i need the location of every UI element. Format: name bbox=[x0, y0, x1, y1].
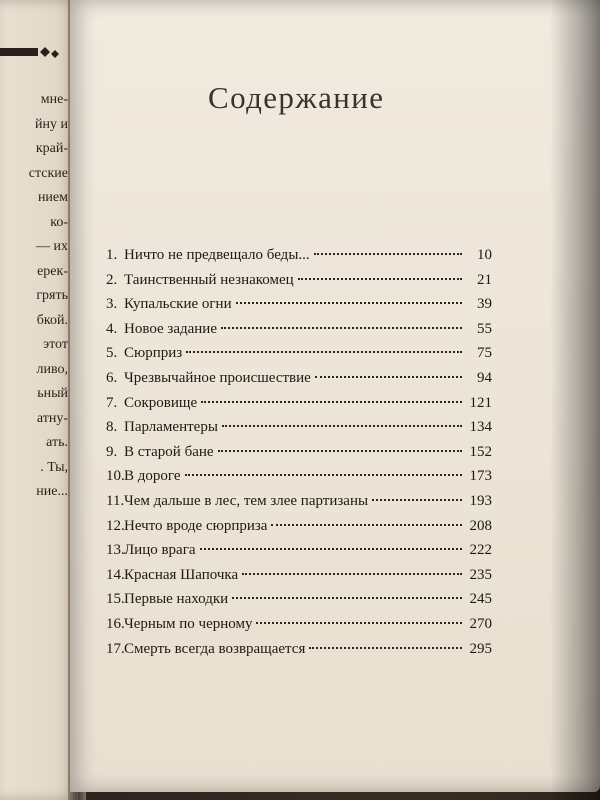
toc-title: Сюрприз bbox=[124, 345, 183, 362]
toc-leader bbox=[232, 597, 462, 599]
toc-leader bbox=[314, 253, 462, 255]
toc-leader bbox=[186, 351, 462, 353]
left-page-line: атну- bbox=[36, 410, 68, 426]
toc-title: Лицо врага bbox=[124, 542, 196, 559]
toc-title: Таинственный незнакомец bbox=[124, 271, 294, 288]
toc-number: 10. bbox=[106, 468, 125, 485]
left-page-line: . Ты, bbox=[40, 459, 68, 475]
toc-leader bbox=[315, 376, 462, 378]
toc-number: 15. bbox=[106, 591, 125, 608]
toc-leader bbox=[236, 302, 462, 304]
toc-entry bbox=[106, 440, 492, 465]
toc-entry bbox=[106, 415, 492, 440]
toc-number: 1. bbox=[106, 247, 118, 263]
left-page-line: мне- bbox=[40, 92, 68, 107]
toc-entry bbox=[106, 341, 492, 366]
toc-page-number: 245 bbox=[469, 591, 492, 608]
left-page-line: ерек- bbox=[37, 263, 68, 279]
toc-page-number: 173 bbox=[469, 468, 492, 485]
toc-number: 3. bbox=[106, 296, 118, 313]
left-page-line: бкой. bbox=[36, 312, 68, 328]
toc-leader bbox=[221, 327, 462, 329]
toc-entry bbox=[106, 268, 492, 293]
toc-number: 14. bbox=[106, 566, 125, 583]
left-page-line: грять bbox=[36, 288, 68, 303]
table-of-contents bbox=[106, 243, 492, 661]
toc-page-number: 208 bbox=[469, 517, 492, 534]
toc-leader bbox=[222, 425, 462, 427]
toc-leader bbox=[185, 474, 463, 476]
toc-entry bbox=[106, 538, 492, 563]
toc-title: В старой бане bbox=[124, 443, 214, 460]
toc-page-number: 222 bbox=[469, 542, 492, 559]
toc-number: 9. bbox=[106, 443, 118, 460]
toc-page-number: 152 bbox=[469, 443, 492, 460]
toc-number: 11. bbox=[106, 492, 125, 509]
left-page-text bbox=[2, 88, 68, 505]
toc-title: Нечто вроде сюрприза bbox=[124, 517, 268, 534]
toc-title: Первые находки bbox=[124, 591, 229, 608]
toc-title: Купальские огни bbox=[124, 296, 232, 313]
left-page-line: ьный bbox=[37, 386, 68, 401]
toc-leader bbox=[271, 524, 462, 526]
toc-entry bbox=[106, 317, 492, 342]
left-page-line: стские bbox=[28, 165, 68, 181]
toc-title: Черным по черному bbox=[124, 615, 253, 632]
toc-leader bbox=[242, 573, 462, 575]
toc-page-number: 235 bbox=[469, 566, 492, 583]
toc-title: Сокровище bbox=[124, 394, 198, 411]
toc-number: 6. bbox=[106, 369, 118, 386]
toc-title: Парламентеры bbox=[124, 419, 218, 436]
toc-entry bbox=[106, 612, 492, 637]
left-page-line: йну и bbox=[35, 116, 68, 132]
toc-page-number: 134 bbox=[469, 419, 492, 436]
toc-title: Красная Шапочка bbox=[124, 566, 239, 583]
toc-entry bbox=[106, 366, 492, 391]
toc-entry bbox=[106, 391, 492, 416]
toc-page-number: 270 bbox=[469, 615, 492, 632]
toc-number: 2. bbox=[106, 271, 118, 288]
toc-page-number: 94 bbox=[477, 369, 492, 386]
toc-number: 13. bbox=[106, 542, 125, 559]
toc-entry bbox=[106, 489, 492, 514]
toc-page-number: 55 bbox=[477, 320, 492, 337]
toc-leader bbox=[256, 622, 462, 624]
left-page-line: ние... bbox=[36, 484, 68, 499]
toc-entry bbox=[106, 243, 492, 268]
toc-page-number: 75 bbox=[477, 345, 492, 362]
page-title: Содержание bbox=[208, 80, 385, 115]
left-page-line: ко- bbox=[50, 214, 68, 230]
toc-title: В дороге bbox=[124, 468, 181, 485]
toc-entry bbox=[106, 563, 492, 588]
toc-title: Новое задание bbox=[124, 320, 217, 337]
toc-entry bbox=[106, 514, 492, 539]
toc-entry bbox=[106, 464, 492, 489]
left-page-line: нием bbox=[37, 190, 68, 205]
left-page-line: — их bbox=[36, 239, 68, 254]
toc-number: 4. bbox=[106, 320, 118, 337]
toc-page-number: 295 bbox=[469, 640, 492, 657]
toc-number: 5. bbox=[106, 345, 118, 362]
toc-page-number: 10 bbox=[477, 247, 492, 263]
toc-number: 17. bbox=[106, 640, 125, 657]
toc-page-number: 193 bbox=[469, 492, 492, 509]
toc-leader bbox=[218, 450, 462, 452]
toc-leader bbox=[201, 401, 462, 403]
toc-leader bbox=[298, 278, 462, 280]
left-page-line: ать. bbox=[46, 435, 68, 450]
toc-number: 16. bbox=[106, 615, 125, 632]
toc-page-number: 39 bbox=[477, 296, 492, 313]
toc-title: Смерть всегда возвращается bbox=[124, 640, 306, 657]
toc-entry bbox=[106, 292, 492, 317]
toc-title: Чрезвычайное происшествие bbox=[124, 369, 311, 386]
toc-leader bbox=[372, 499, 462, 501]
left-page-line: край- bbox=[35, 141, 68, 156]
toc-leader bbox=[200, 548, 462, 550]
toc-page-number: 21 bbox=[477, 271, 492, 288]
toc-entry bbox=[106, 637, 492, 662]
toc-number: 8. bbox=[106, 419, 118, 436]
toc-leader bbox=[309, 647, 462, 649]
toc-entry bbox=[106, 587, 492, 612]
toc-title: Чем дальше в лес, тем злее партизаны bbox=[124, 492, 369, 509]
toc-number: 7. bbox=[106, 394, 118, 411]
decorative-ornament-icon bbox=[0, 42, 62, 66]
left-page bbox=[0, 0, 78, 800]
left-page-line: этот bbox=[43, 337, 68, 352]
toc-title: Ничто не предвещало беды... bbox=[124, 247, 310, 263]
left-page-line: ливо, bbox=[36, 361, 68, 377]
toc-number: 12. bbox=[106, 517, 125, 534]
toc-page-number: 121 bbox=[469, 394, 492, 411]
